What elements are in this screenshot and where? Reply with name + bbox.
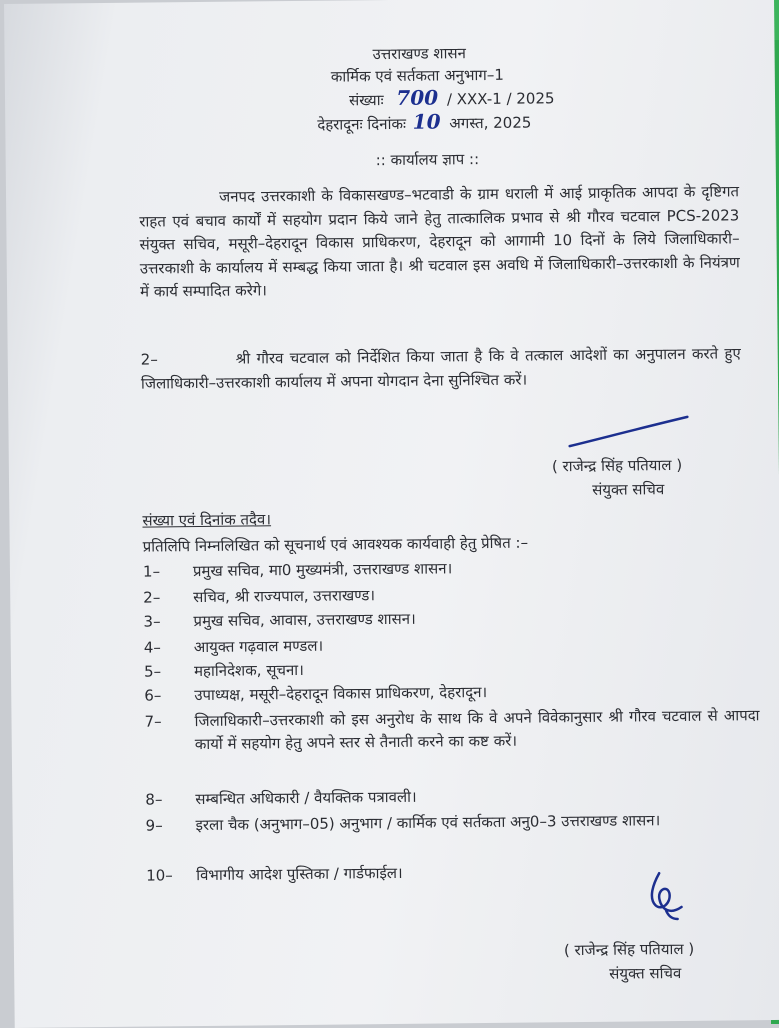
signatory-designation-2: संयुक्त सचिव — [609, 963, 682, 983]
section-name: कार्मिक एवं सर्तकता अनुभाग–1 — [330, 65, 504, 86]
place-label: देहरादूनः दिनांकः — [317, 114, 407, 134]
paragraph-2 — [141, 342, 741, 395]
document-page — [4, 0, 779, 1028]
list-item: 5– महानिदेशक, सूचना। — [143, 660, 304, 681]
list-item: 4– आयुक्त गढ़वाल मण्डल। — [143, 636, 324, 657]
list-item: 1– प्रमुख सचिव, मा0 मुख्यमंत्री, उत्तराखण्ड शासन। — [142, 559, 453, 581]
list-item: 10– विभागीय आदेश पुस्तिका / गार्डफाईल। — [146, 863, 403, 885]
order-date — [317, 111, 531, 136]
list-item: 3– प्रमुख सचिव, आवास, उत्तराखण्ड शासन। — [143, 609, 416, 631]
signatory-name-2: ( राजेन्द्र सिंह पतियाल ) — [563, 939, 695, 960]
paragraph-1 — [139, 180, 740, 304]
govt-name: उत्तराखण्ड शासन — [372, 44, 466, 64]
signature-stroke — [563, 411, 693, 452]
handwritten-initials — [641, 869, 692, 926]
list-item: 7– जिलाधिकारी–उत्तरकाशी को इस अनुरोध के साथ कि वे अपने विवेकानुसार श्री गौरव चटवाल से आपदा कार्यो में सहयोग हेतु अपने स्तर से तैनाती करने का कष्ट करें। — [144, 706, 760, 754]
number-suffix: / XXX-1 / 2025 — [446, 89, 555, 109]
number-label: संख्याः — [348, 91, 384, 110]
copy-intro: प्रतिलिपि निम्नलिखित को सूचनार्थ एवं आवश्यक कार्यवाही हेतु प्रेषित :– — [142, 533, 529, 556]
date-suffix: अगस्त, 2025 — [449, 113, 532, 133]
handwritten-number: 700 — [396, 85, 439, 110]
list-item: 6– उपाध्यक्ष, मसूरी–देहरादून विकास प्राधिकरण, देहरादून। — [144, 683, 488, 705]
signatory-name-1: ( राजेन्द्र सिंह पतियाल ) — [551, 455, 683, 476]
paragraph-1-text: जनपद उत्तरकाशी के विकासखण्ड–भटवाडी के ग्राम धराली में आई प्राकृतिक आपदा के दृष्टिगत राहत एवं बचाव कार्यों में सहयोग प्रदान किये जाने हेतु तात्कालिक प्रभाव से श्री गौरव चटवाल PCS-2023 संयुक्त सचिव, मसूरी–देहरादून विकास प्राधिकरण, देहरादून को आगामी 10 दिनों के लिये जिलाधिकारी–उत्तरकाशी के कार्यालय में सम्बद्ध किया जाता है। श्री चटवाल इस अवधि में जिलाधिकारी–उत्तरकाशी के नियंत्रण में कार्य सम्पादित करेगे। — [139, 182, 740, 301]
list-item: 8– सम्बन्धित अधिकारी / वैयक्तिक पत्रावली। — [145, 787, 417, 809]
list-item: 9– इरला चैक (अनुभाग–05) अनुभाग / कार्मिक एवं सर्तकता अनु0–3 उत्तराखण्ड शासन। — [145, 811, 661, 835]
handwritten-date: 10 — [412, 109, 441, 134]
letter-header — [4, 40, 779, 134]
signatory-designation-1: संयुक्त सचिव — [592, 480, 665, 499]
order-number — [349, 86, 555, 111]
paragraph-2-number: 2– — [140, 350, 158, 369]
office-memo-title: :: कार्यालय ज्ञाप :: — [375, 150, 480, 170]
list-item: 2– सचिव, श्री राज्यपाल, उत्तराखण्ड। — [143, 586, 376, 607]
paragraph-2-text: श्री गौरव चटवाल को निर्देशित किया जाता है कि वे तत्काल आदेशों का अनुपालन करते हुए जिलाधिकारी–उत्तरकाशी कार्यालय में अपना योगदान देना सुनिश्चित करें। — [140, 344, 741, 393]
copy-reference: संख्या एवं दिनांक तदैव। — [142, 510, 272, 530]
